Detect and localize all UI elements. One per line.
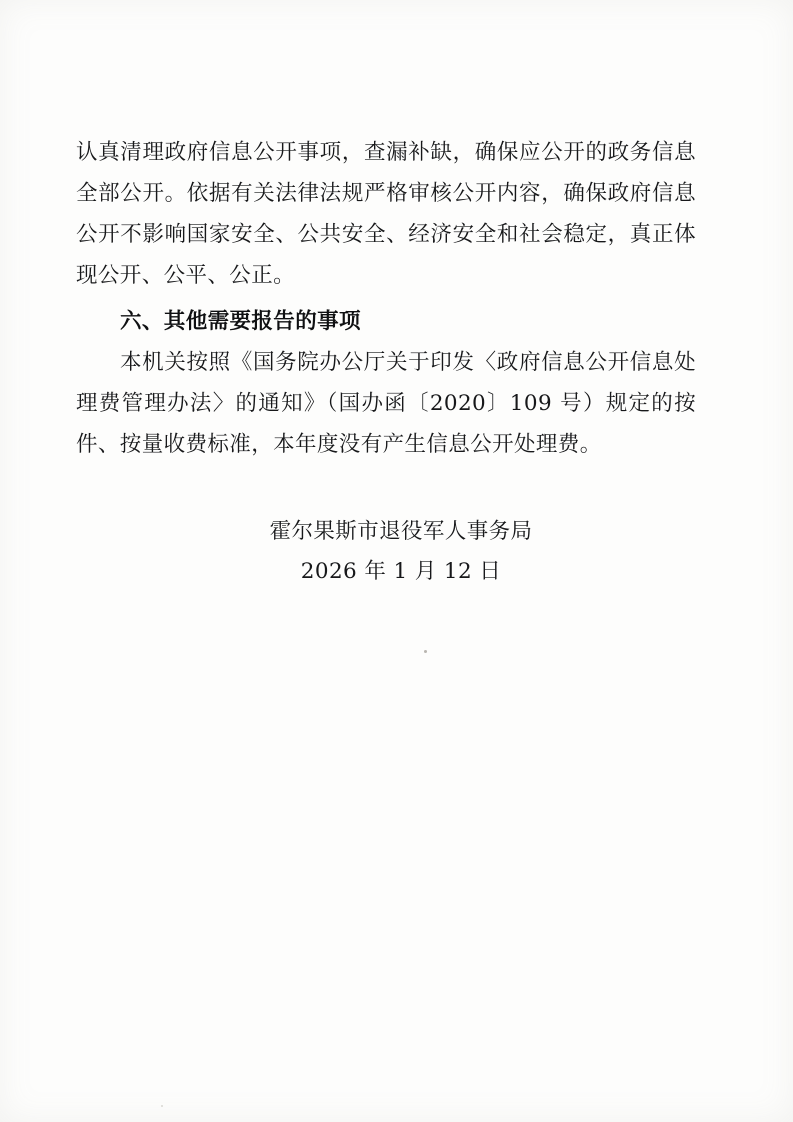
paper-speck [161, 1105, 163, 1107]
paragraph-processing-fee: 本机关按照《国务院办公厅关于印发〈政府信息公开信息处理费管理办法〉的通知》（国办函〔2020〕109 号）规定的按件、按量收费标准，本年度没有产生信息公开处理费。 [76, 350, 696, 457]
signature-organization: 霍尔果斯市退役军人事务局 [269, 519, 533, 544]
signature-block [76, 512, 696, 592]
signature-date: 2026 年 1 月 12 日 [300, 559, 502, 584]
section-heading-other-matters: 六、其他需要报告的事项 [120, 309, 361, 334]
document-body [76, 132, 696, 465]
paper-speck [424, 650, 427, 653]
paragraph-information-disclosure: 认真清理政府信息公开事项，查漏补缺，确保应公开的政务信息全部公开。依据有关法律法规严格审核公开内容，确保政府信息公开不影响国家安全、公共安全、经济安全和社会稳定，真正体现公开、公平、公正。 [76, 140, 696, 288]
